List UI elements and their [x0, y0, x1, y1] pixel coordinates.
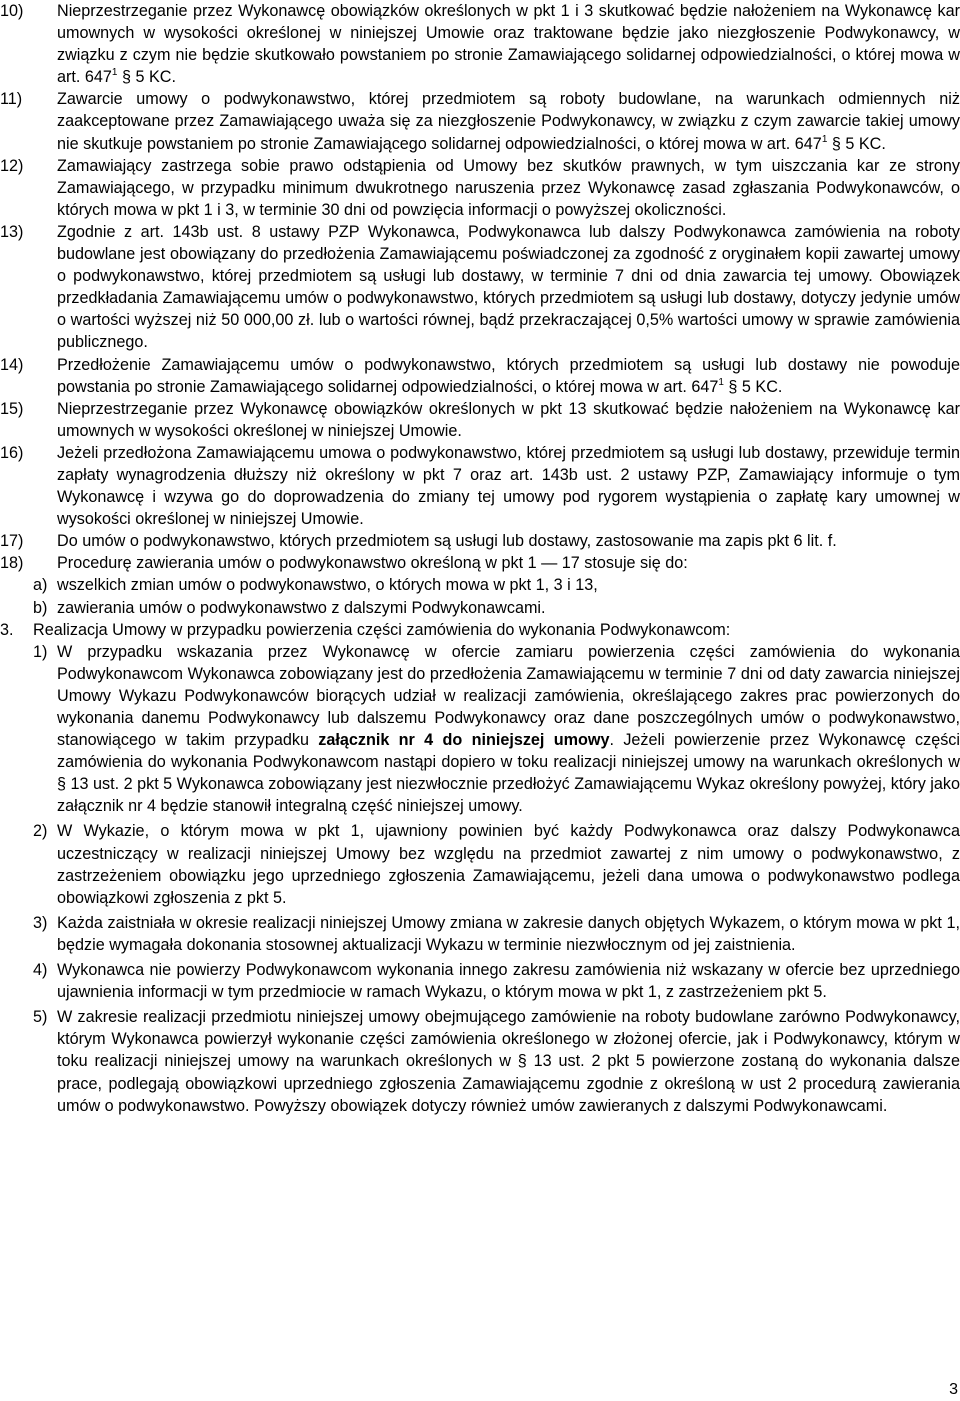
item-number: 18): [0, 554, 24, 573]
article-superscript: 1: [718, 376, 724, 388]
article-superscript: 1: [111, 67, 118, 79]
item-number: 13): [0, 222, 24, 241]
item-tail: § 5 KC.: [117, 68, 176, 87]
numbered-item: [0, 0, 960, 88]
sub-item-text: wszelkich zmian umów o podwykonawstwo, o których mowa w pkt 1, 3 i 13,: [57, 576, 598, 595]
point-number: 4): [33, 961, 48, 980]
section-3-point: [33, 1006, 960, 1116]
item-number: 11): [0, 90, 23, 109]
section-title: Realizacja Umowy w przypadku powierzenia części zamówienia do wykonania Podwykonawcom:: [33, 620, 731, 639]
section-3-point: [33, 820, 960, 908]
sub-item: [33, 597, 960, 619]
point-text-continued: . Jeżeli powierzenie przez Wykonawcę części zamówienia do wykonania Podwykonawcom nastąpi dopiero w toku realizacji niniejszej umowy na warunkach określonych w § 13 ust. 2 pkt 5 Wykonawca zobowiązany jest niezwłocznie przedłożyć Zamawiającemu Wykaz określony powyżej, który jako załącznik nr 4 będzie stanowił integralną część niniejszej umowy.: [57, 731, 960, 816]
item-body: Zawarcie umowy o podwykonawstwo, której przedmiotem są roboty budowlane, na warunkach odmiennych niż zaakceptowane przez Zamawiającego uważa się za niezgłoszenie Podwykonawcy, w związku z czym zawarcie takiej umowy nie skutkuje powstaniem po stronie Zamawiającego solidarnej odpowiedzialności, o której mowa w art. 647: [57, 90, 960, 153]
point-text: Każda zaistniała w okresie realizacji niniejszej Umowy zmiana w zakresie danych objętych Wykazem, o którym mowa w pkt 1, będzie wymagała dokonania stosownej aktualizacji Wykazu w terminie niezwłocznym od jej zaistnienia.: [57, 913, 960, 954]
section-number: 3.: [0, 620, 14, 639]
numbered-item: [0, 88, 960, 154]
point-text: W zakresie realizacji przedmiotu niniejszej umowy obejmującego zamówienie na roboty budowlane zarówno Podwykonawcy, którym Wykonawca powierzył wykonanie części zamówienia określonego w złożonej ofercie, jak i Podwykonawcy, którym w toku realizacji niniejszej umowy na warunkach określonych w § 13 ust. 2 pkt 5 powierzone zostaną do wykonania dalsze prace, podlegają obowiązkowi uprzedniego zgłoszenia Zamawiającemu zgodnie z określoną w ust 2 procedurą zawierania umów o podwykonawstwo. Powyższy obowiązek dotyczy również umów zawieranych z dalszymi Podwykonawcami.: [57, 1008, 960, 1115]
sub-item-letter: b): [33, 598, 48, 617]
item-text: [57, 221, 960, 354]
point-text: W przypadku wskazania przez Wykonawcę w ofercie zamiaru powierzenia części zamówienia do wykonania Podwykonawcom Wykonawca zobowiązany jest do przedłożenia Zamawiającemu w terminie 7 dni od daty zawarcia niniejszej Umowy Wykazu Podwykonawców biorących udział w realizacji zamówienia, określającego zakres prac powierzonych do wykonania danemu Podwykonawcy lub dalszemu Podwykonawcy oraz dane poszczególnych umów o podwykonawstwo, stanowiącego w takim przypadku: [57, 642, 960, 750]
item-body: Nieprzestrzeganie przez Wykonawcę obowiązków określonych w pkt 13 skutkować będzie nałożeniem na Wykonawcę kar umownych w wysokości określonej w niniejszej Umowie.: [57, 399, 960, 440]
sub-item-text: zawierania umów o podwykonawstwo z dalszymi Podwykonawcami.: [57, 598, 546, 617]
item-text: [57, 155, 960, 221]
item-tail: § 5 KC.: [827, 134, 886, 153]
numbered-item: [0, 442, 960, 530]
article-superscript: 1: [821, 133, 828, 145]
item-body: Procedurę zawierania umów o podwykonawstwo określoną w pkt 1 — 17 stosuje się do:: [57, 554, 688, 573]
item-text: [57, 88, 960, 154]
page-number: 3: [949, 1381, 958, 1398]
item-text: [57, 530, 960, 552]
point-text: W Wykazie, o którym mowa w pkt 1, ujawniony powinien być każdy Podwykonawca oraz dalszy Podwykonawca uczestniczący w realizacji niniejszej Umowy bez względu na przedmiot zawartej z nim umowy o podwykonawstwo, z zastrzeżeniem obowiązku jego uprzedniego zgłoszenia Zamawiającemu, jeżeli dana umowa o podwykonawstwo podlega obowiązkowi zgłoszenia z pkt 5.: [57, 822, 960, 907]
numbered-item: [0, 221, 960, 354]
numbered-item: [0, 155, 960, 221]
item-text: [57, 354, 960, 398]
item-number: 15): [0, 399, 24, 418]
item-text: [57, 398, 960, 442]
numbered-item: [0, 530, 960, 552]
point-bold-reference: załącznik nr 4 do niniejszej umowy: [318, 731, 610, 750]
item-number: 10): [0, 2, 24, 20]
item-text: [57, 0, 960, 88]
item-text: [57, 552, 960, 574]
section-3-point: [33, 912, 960, 956]
item-number: 17): [0, 532, 24, 551]
section-3-point: [33, 959, 960, 1003]
section-3-heading: [0, 619, 960, 641]
item-number: 12): [0, 156, 24, 175]
item-tail: § 5 KC.: [723, 377, 783, 396]
sub-item-letter: a): [33, 576, 48, 595]
item-text: [57, 442, 960, 530]
item-body: Przedłożenie Zamawiającemu umów o podwykonawstwo, których przedmiotem są usługi lub dostawy nie powoduje powstania po stronie Zamawiającego solidarnej odpowiedzialności, o której mowa w art. 647: [57, 355, 960, 396]
point-text: Wykonawca nie powierzy Podwykonawcom wykonania innego zakresu zamówienia niż wskazany w ofercie bez uprzedniego ujawnienia informacji w tym przedmiocie w ramach Wykazu, o którym mowa w pkt 1, z zastrzeżeniem pkt 5.: [57, 961, 960, 1002]
item-body: Zgodnie z art. 143b ust. 8 ustawy PZP Wykonawca, Podwykonawca lub dalszy Podwykonawca zamówienia na roboty budowlane jest obowiązany do przedłożenia Zamawiającemu poświadczonej za zgodność z oryginałem kopii zawartej umowy o podwykonawstwo, której przedmiotem są usługi lub dostawy, w terminie 7 dni od dnia zawarcia tej umowy. Obowiązek przedkładania Zamawiającemu umów o podwykonawstwo, których przedmiotem są usługi lub dostawy, dotyczy jedynie umów o wartości wyższej niż 50 000,00 zł. lub o wartości równej, bądź przekraczającej 0,5% wartości umowy w sprawie zamówienia publicznego.: [57, 222, 960, 352]
item-body: Jeżeli przedłożona Zamawiającemu umowa o podwykonawstwo, której przedmiotem są usługi lub dostawy, przewiduje termin zapłaty wynagrodzenia dłuższy niż określony w pkt 7 oraz art. 143b ust. 2 ustawy PZP, Zamawiający informuje o tym Wykonawcę i wzywa go do doprowadzenia do zmiany tej umowy pod rygorem wystąpienia o zapłatę kary umownej w wysokości określonej w niniejszej Umowie.: [57, 443, 960, 529]
point-number: 1): [33, 642, 48, 661]
numbered-item: [0, 354, 960, 398]
item-number: 16): [0, 443, 24, 462]
sub-item: [33, 574, 960, 596]
point-number: 3): [33, 913, 48, 932]
item-body: Zamawiający zastrzega sobie prawo odstąpienia od Umowy bez skutków prawnych, w tym uiszczania kar ze strony Zamawiającego, w przypadku minimum dwukrotnego naruszenia przez Wykonawcę zasad zgłaszania Podwykonawców, o których mowa w pkt 1 i 3, w terminie 30 dni od powzięcia informacji o powyższej okoliczności.: [57, 156, 960, 219]
section-3-point: [33, 641, 960, 818]
item-number: 14): [0, 355, 24, 374]
numbered-item: [0, 398, 960, 442]
item-body: Do umów o podwykonawstwo, których przedmiotem są usługi lub dostawy, zastosowanie ma zapis pkt 6 lit. f.: [57, 532, 837, 551]
point-number: 2): [33, 822, 48, 841]
item-body: Nieprzestrzeganie przez Wykonawcę obowiązków określonych w pkt 1 i 3 skutkować będzie nałożeniem na Wykonawcę kar umownych w wysokości określonej w niniejszej Umowie oraz traktowane będzie jako niezgłoszenie Podwykonawcy, w związku z czym nie będzie skutkowało powstaniem po stronie Zamawiającego solidarnej odpowiedzialności, o której mowa w art. 647: [57, 2, 960, 87]
point-number: 5): [33, 1008, 48, 1027]
numbered-item: [0, 552, 960, 574]
